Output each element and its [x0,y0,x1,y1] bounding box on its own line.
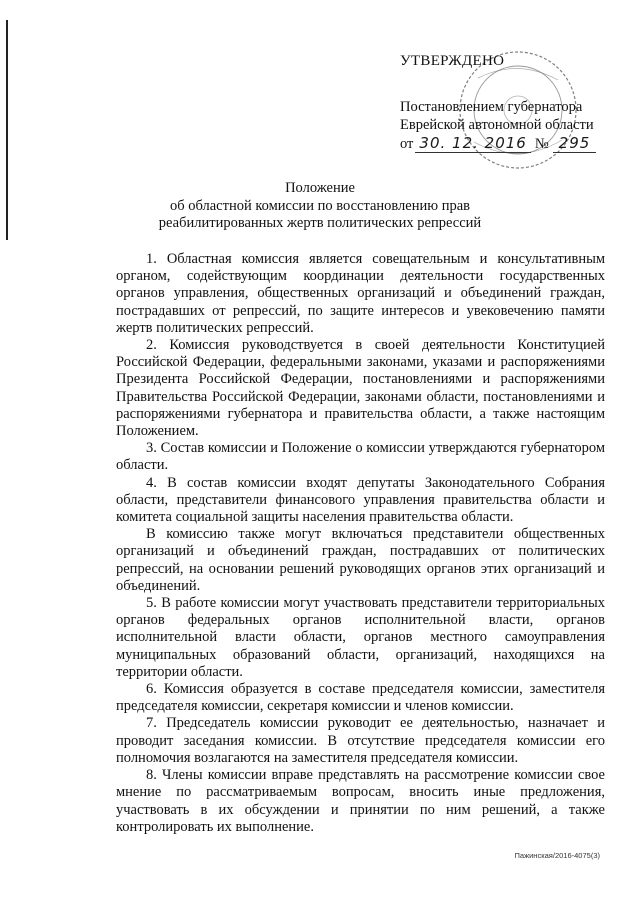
handwritten-number: 295 [553,134,597,153]
number-label: № [534,136,549,152]
title-line-1: Положение [285,180,355,196]
decree-line-2: Еврейской автономной области [400,117,594,133]
decree-date-number [400,134,610,153]
paragraph: В комиссию также могут включаться представители общественных организаций и объединений граждан, пострадавших от политических репрессий, на основании решений руководящих органов этих организаций и объединений. [116,526,605,594]
paragraph: 5. В работе комиссии могут участвовать представители территориальных органов федеральных органов исполнительной власти, органов исполнительной власти области, органов местного самоуправления муниципальных образований области, организаций, находящихся на территории области. [116,595,605,680]
paragraph: 6. Комиссия образуется в составе председателя комиссии, заместителя председателя комиссии, секретаря комиссии и членов комиссии. [116,681,605,715]
paragraph: 7. Председатель комиссии руководит ее деятельностью, назначает и проводит заседания комиссии. В отсутствие председателя комиссии его полномочия возлагаются на заместителя председателя комиссии. [116,715,605,766]
title-line-2: об областной комиссии по восстановлению прав [169,197,470,214]
paragraph: 3. Состав комиссии и Положение о комиссии утверждаются губернатором области. [116,440,605,474]
approved-heading: УТВЕРЖДЕНО [400,53,505,69]
handwritten-date: 30. 12. 2016 [415,134,530,153]
document-body [116,251,605,836]
document-title [110,180,530,233]
decree-line-1: Постановлением губернатора [400,99,583,115]
footer-reference: Пажинская/2016-4075(3) [514,851,600,860]
paragraph: 4. В состав комиссии входят депутаты Законодательного Собрания области, представители финансового управления правительства области и комитета социальной защиты населения правительства области. [116,474,605,526]
scan-edge-line [6,20,8,240]
paragraph: 2. Комиссия руководствуется в своей деятельности Конституцией Российской Федерации, федеральными законами, указами и распоряжениями Президента Российской Федерации, постановлениями и распоряжениями Правительства Российской Федерации, законами области, постановлениями и распоряжениями губернатора и правительства области, а также настоящим Положением. [116,337,605,440]
title-line-3: реабилитированных жертв политических репрессий [158,215,482,231]
paragraph: 1. Областная комиссия является совещательным и консультативным органом, содействующим координации деятельности государственных органов управления, общественных организаций и объединений граждан, пострадавших от репрессий, по защите интересов и увековечению памяти жертв политических репрессий. [116,251,605,336]
from-label: от [400,136,414,152]
approval-block [400,52,610,153]
paragraph: 8. Члены комиссии вправе представлять на рассмотрение комиссии свое мнение по рассматриваемым вопросам, вносить иные предложения, участвовать в их обсуждении и принятии по ним решений, а также контролировать их выполнение. [116,767,605,835]
